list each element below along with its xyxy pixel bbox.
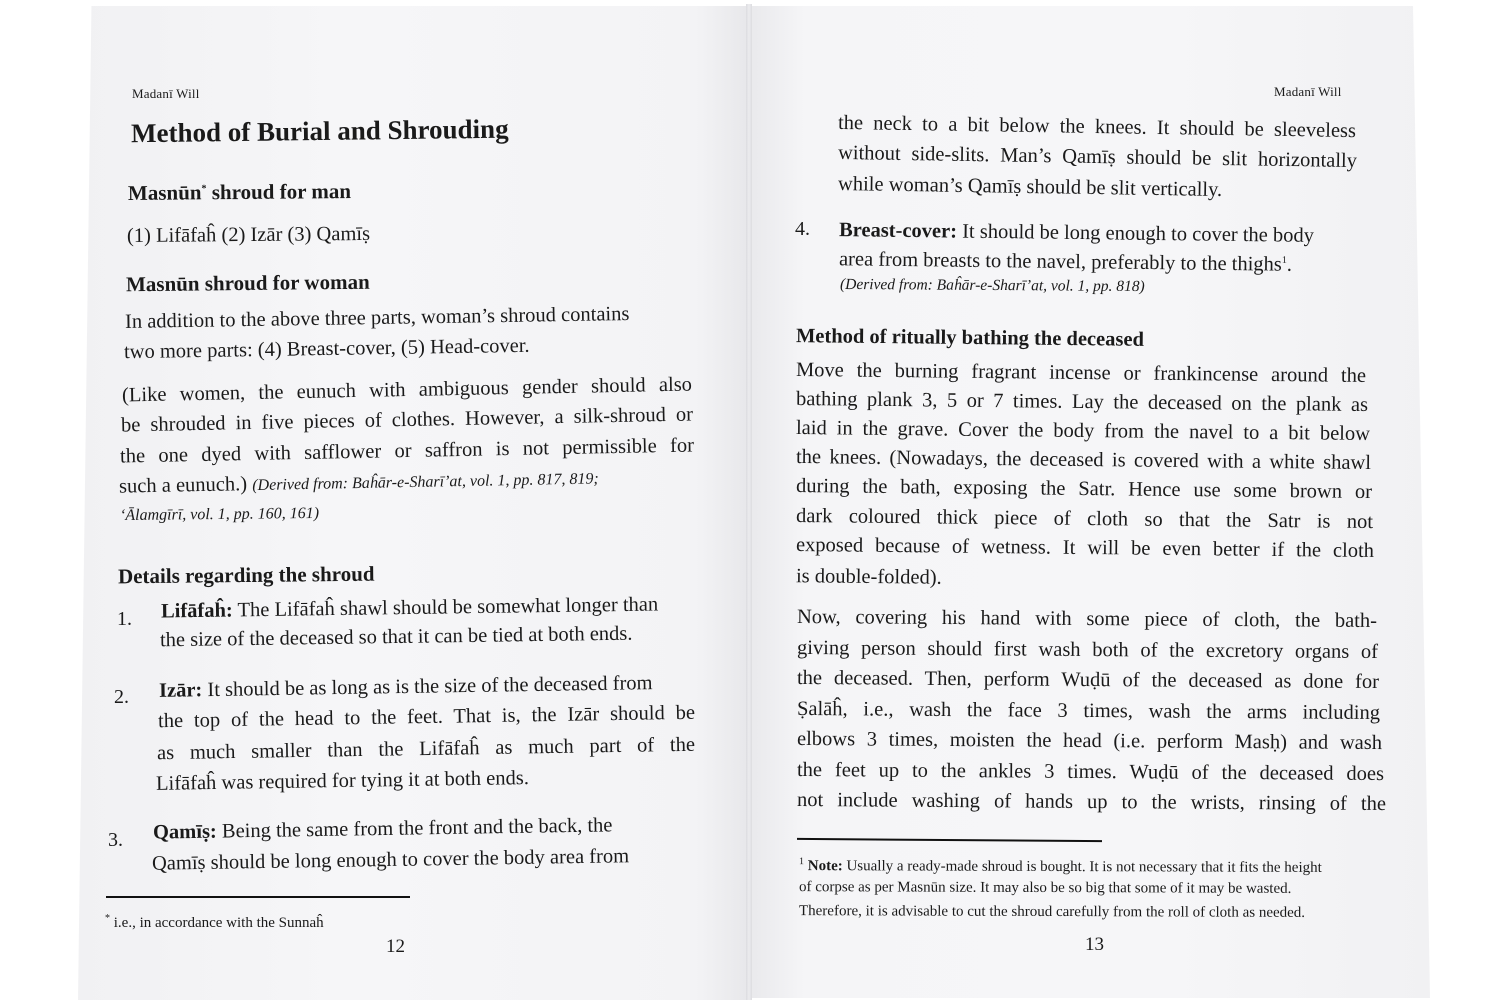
footnote-right-line: of corpse as per Masnūn size. It may also be so big that some of it may be wasted. xyxy=(798,879,1292,897)
list-item-text: the size of the deceased so that it can be tied at both ends. xyxy=(159,622,633,652)
footnote-ref: 1 xyxy=(1281,254,1287,266)
line-text: the deceased. Then, perform Wuḍū of the deceased as done for xyxy=(796,666,1380,694)
paragraph-line xyxy=(797,699,1380,724)
line-text: Move the burning fragrant incense or frankincense around the xyxy=(795,359,1367,387)
heading-shroud-man-rest: shroud for man xyxy=(206,179,352,205)
line-text: the feet up to the ankles 3 times. Wuḍū of the deceased does xyxy=(796,758,1385,786)
line-text: laid in the grave. Cover the body from the navel to a bit below xyxy=(795,416,1371,446)
heading-details: Details regarding the shroud xyxy=(117,561,375,589)
eunuch-line-4: such a eunuch.) xyxy=(118,473,248,498)
line-text: elbows 3 times, moisten the head (i.e. perform Masḥ) and wash xyxy=(796,727,1383,755)
woman-text-line: two more parts: (4) Breast-cover, (5) Head-cover. xyxy=(123,334,530,364)
continued-text: while woman’s Qamīṣ should be slit vertically. xyxy=(837,172,1223,202)
item-text: Being the same from the front and the back, the xyxy=(216,814,613,843)
period: . xyxy=(1286,253,1293,276)
footnote-ref-asterisk: * xyxy=(201,183,207,195)
paragraph-line: is double-folded). xyxy=(795,565,942,589)
paragraph-line xyxy=(797,729,1382,754)
paragraph-line xyxy=(797,790,1386,815)
footnote-left xyxy=(105,913,324,932)
cont-line-1: the neck to a bit below the knees. It should be sleeveless xyxy=(837,111,1357,143)
paragraph-line xyxy=(797,607,1377,632)
line-text: during the bath, exposing the Satr. Hence use some brown or xyxy=(795,474,1373,504)
eunuch-line-3: the one dyed with safflower or saffron is not permissible for xyxy=(119,434,695,468)
line-text: bathing plank 3, 5 or 7 times. Lay the deceased on the plank as xyxy=(795,388,1369,416)
item-text: The Lifāfaĥ shawl should be somewhat longer than xyxy=(232,593,659,622)
eunuch-line-2: be shrouded in five pieces of clothes. However, a silk-shroud or xyxy=(120,403,694,437)
line-text: exposed because of wetness. It will be even better if the cloth xyxy=(795,533,1375,563)
running-head-right: Madanī Will xyxy=(1274,84,1342,99)
citation: (Derived from: Baĥār-e-Sharī’at, vol. 1, pp. 817, 819; xyxy=(252,470,599,495)
footnote-right xyxy=(799,856,1322,877)
page-title: Method of Burial and Shrouding xyxy=(130,113,509,149)
line-text: Ṣalāĥ, i.e., wash the face 3 times, wash the arms including xyxy=(796,697,1381,725)
line-text: not include washing of hands up to the wrists, rinsing of the xyxy=(796,788,1387,816)
footnote-text: Usually a ready-made shroud is bought. It is not necessary that it fits the height xyxy=(842,858,1322,876)
shroud-man-items: (1) Lifāfaĥ (2) Izār (3) Qamīṣ xyxy=(126,222,371,248)
list-item-text: Qamīṣ should be long enough to cover the body area from xyxy=(151,845,630,875)
list-number: 3. xyxy=(108,829,123,851)
footnote-mark: 1 xyxy=(798,856,805,868)
item-text: as much smaller than the Lifāfaĥ as much part of the xyxy=(156,733,696,765)
paragraph-line xyxy=(797,668,1379,693)
book-spine xyxy=(746,4,752,1000)
eunuch-line-1: (Like women, the eunuch with ambiguous gender should also xyxy=(121,373,693,407)
line-text: dark coloured thick piece of cloth so that the Satr is not xyxy=(795,504,1374,534)
cont-line-2: without side-slits. Man’s Qamīṣ should be slit horizontally xyxy=(837,141,1358,173)
footnote-text: i.e., in accordance with the Sunnaĥ xyxy=(110,915,324,931)
paragraph-line xyxy=(797,638,1378,663)
line-text: Now, covering his hand with some piece of cloth, the bath- xyxy=(796,605,1378,633)
item-text: area from breasts to the navel, preferably to the thighs xyxy=(838,248,1282,276)
list-item-text: Lifāfaĥ was required for tying it at both ends. xyxy=(155,767,530,795)
heading-shroud-woman: Masnūn shroud for woman xyxy=(125,269,370,297)
list-number: 4. xyxy=(795,218,810,240)
citation: ‘Ālamgīrī, vol. 1, pp. 160, 161) xyxy=(119,504,320,525)
page-number-left: 12 xyxy=(386,936,405,957)
footnote-right-line: Therefore, it is advisable to cut the shroud carefully from the roll of cloth as needed. xyxy=(798,903,1306,921)
list-number: 2. xyxy=(114,686,129,708)
item-text: It should be as long as is the size of the deceased from xyxy=(202,672,653,702)
term: Qamīṣ: xyxy=(152,820,217,844)
list-number: 1. xyxy=(117,608,132,630)
term: Breast-cover: xyxy=(838,219,958,243)
term: Izār: xyxy=(158,679,203,702)
footnote-mark: * xyxy=(105,913,110,924)
item-text: It should be long enough to cover the body xyxy=(956,220,1315,247)
line-text: giving person should first wash both of the excretory organs of xyxy=(796,636,1379,664)
paragraph-line xyxy=(797,760,1384,785)
heading-shroud-man xyxy=(128,181,351,204)
running-head-left: Madanī Will xyxy=(132,86,200,101)
citation: (Derived from: Baĥār-e-Sharī’at, vol. 1, pp. 818) xyxy=(839,275,1145,296)
footnote-divider xyxy=(106,896,410,898)
heading-bathing: Method of ritually bathing the deceased xyxy=(795,325,1145,351)
note-label: Note: xyxy=(807,858,843,875)
line-text: the knees. (Nowadays, the deceased is covered with a white shawl xyxy=(795,445,1372,475)
heading-shroud-man-term: Masnūn xyxy=(127,180,202,205)
page-number-right: 13 xyxy=(1085,934,1104,955)
item-text: the top of the head to the feet. That is, the Izār should be xyxy=(157,701,696,733)
term: Lifāfaĥ: xyxy=(160,599,233,623)
woman-text-line: In addition to the above three parts, woman’s shroud contains xyxy=(124,303,630,333)
